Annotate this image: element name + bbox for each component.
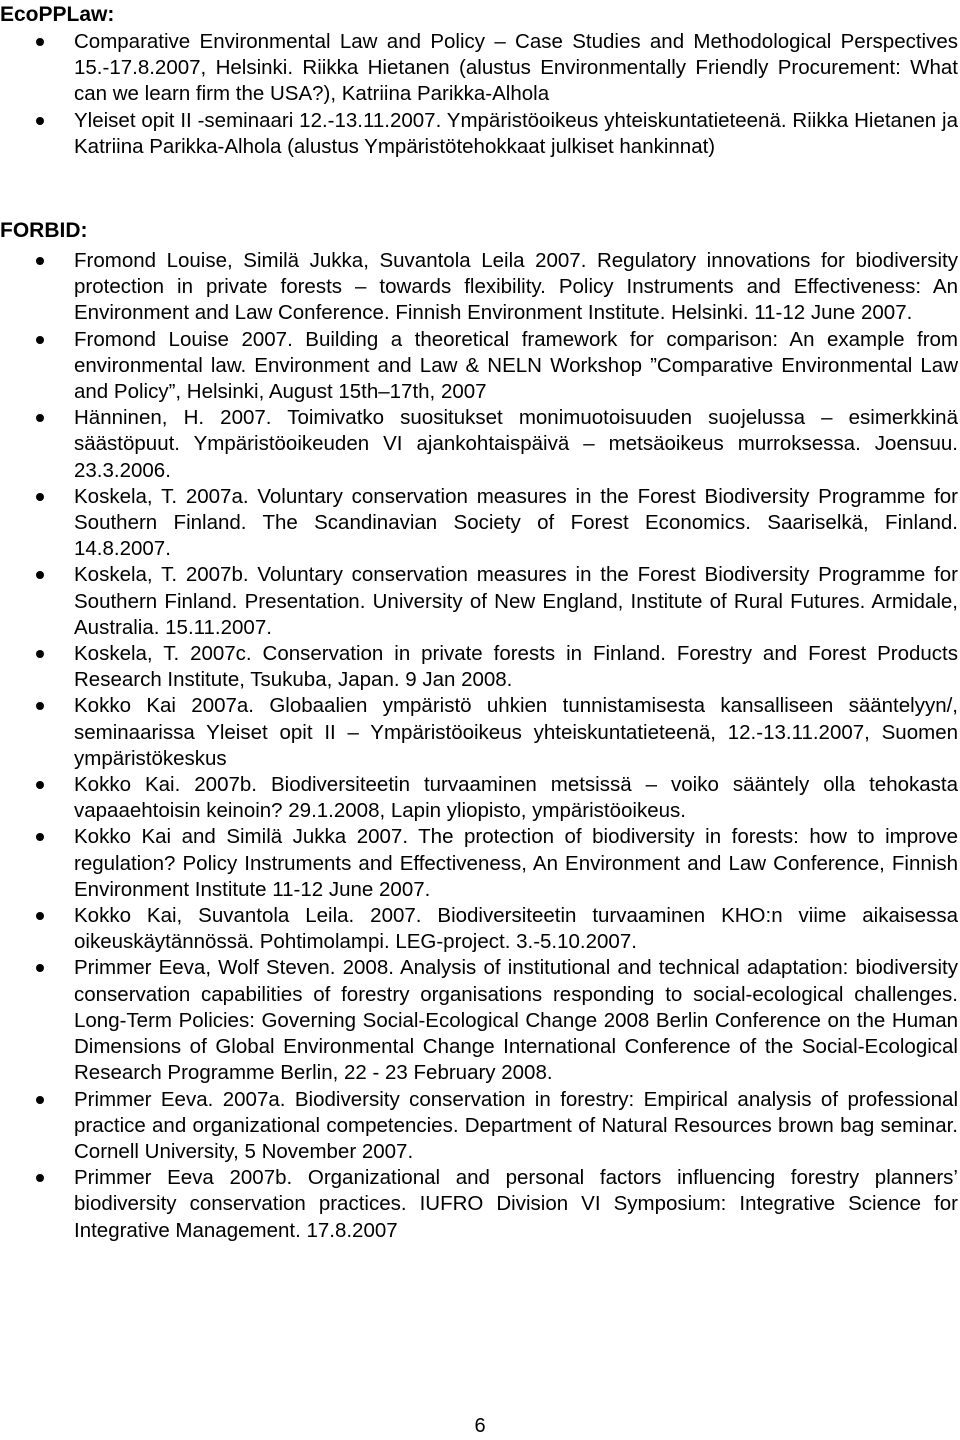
bullet-icon [36, 833, 44, 841]
list-item [0, 405, 958, 484]
bullet-icon [36, 1174, 44, 1182]
section-heading-ecopplaw: EcoPPLaw: [0, 3, 115, 26]
list-item-text: Primmer Eeva. 2007a. Biodiversity conservation in forestry: Empirical analysis of professional practice and organizational competencies. Department of Natural Resources brown bag seminar. Cornell University, 5 November 2007. [74, 1087, 958, 1163]
bullet-icon [36, 257, 44, 265]
bullet-icon [36, 650, 44, 658]
list-item-text: Koskela, T. 2007a. Voluntary conservation measures in the Forest Biodiversity Programme for Southern Finland. The Scandinavian Society of Forest Economics. Saariselkä, Finland. 14.8.2007. [74, 484, 958, 561]
list-item-text: Fromond Louise 2007. Building a theoretical framework for comparison: An example from environmental law. Environment and Law & NELN Workshop ”Comparative Environmental Law and Policy”, Helsinki, August 15th–17th, 2007 [74, 327, 958, 404]
list-item-text: Fromond Louise, Similä Jukka, Suvantola Leila 2007. Regulatory innovations for biodiversity protection in private forests – towards flexibility. Policy Instruments and Effectiveness: An Environment and Law Conference. Finnish Environment Institute. Helsinki. 11-12 June 2007. [74, 249, 958, 325]
list-item [0, 903, 958, 955]
ecopplaw-list [0, 29, 958, 160]
bullet-icon [36, 493, 44, 501]
list-item-text: Hänninen, H. 2007. Toimivatko suositukset monimuotoisuuden suojelussa – esimerkkinä säästöpuut. Ympäristöoikeuden VI ajankohtaispäivä – metsäoikeus murroksessa. Joensuu. 23.3.2006. [74, 406, 958, 482]
list-item-text: Kokko Kai. 2007b. Biodiversiteetin turvaaminen metsissä – voiko sääntely olla tehokasta vapaaehtoisin keinoin? 29.1.2008, Lapin yliopisto, ympäristöoikeus. [74, 773, 958, 823]
list-item-text: Comparative Environmental Law and Policy – Case Studies and Methodological Perspectives 15.-17.8.2007, Helsinki. Riikka Hietanen (alustus Environmentally Friendly Procurement: What can we learn firm the USA?), Katriina Parikka-Alhola [74, 30, 958, 106]
list-item [0, 484, 958, 563]
bullet-icon [36, 38, 44, 46]
bullet-icon [36, 702, 44, 710]
page-number: 6 [474, 1415, 486, 1437]
list-item [0, 562, 958, 641]
list-item-text: Primmer Eeva, Wolf Steven. 2008. Analysis of institutional and technical adaptation: biodiversity conservation capabilities of forestry organisations responding to social-ecological challenges. Long-Term Policies: Governing Social-Ecological Change 2008 Berlin Conference on the Human Dimensions of Global Environmental Change International Conference of the Social-Ecological Research Programme Berlin, 22 - 23 February 2008. [74, 956, 958, 1085]
bullet-icon [36, 912, 44, 920]
bullet-icon [36, 1096, 44, 1104]
list-item [0, 29, 958, 108]
list-item [0, 248, 958, 327]
list-item-text: Koskela, T. 2007c. Conservation in private forests in Finland. Forestry and Forest Products Research Institute, Tsukuba, Japan. 9 Jan 2008. [74, 642, 958, 692]
bullet-icon [36, 414, 44, 422]
bullet-icon [36, 781, 44, 789]
list-item [0, 1165, 958, 1244]
list-item [0, 693, 958, 772]
list-item-text: Kokko Kai 2007a. Globaalien ympäristö uhkien tunnistamisesta kansalliseen sääntelyyn/, seminaarissa Yleiset opit II – Ympäristöoikeus yhteiskuntatieteenä, 12.-13.11.2007, Suomen ympäristökeskus [74, 694, 958, 770]
section-heading-forbid: FORBID: [0, 219, 88, 242]
list-item-text: Kokko Kai, Suvantola Leila. 2007. Biodiversiteetin turvaaminen KHO:n viime aikaisessa oikeuskäytännössä. Pohtimolampi. LEG-project. 3.-5.10.2007. [74, 904, 958, 954]
list-item-text: Primmer Eeva 2007b. Organizational and personal factors influencing forestry planners’ biodiversity conservation practices. IUFRO Division VI Symposium: Integrative Science for Integrative Management. 17.8.2007 [74, 1166, 958, 1242]
list-item [0, 772, 958, 824]
forbid-list [0, 248, 958, 1244]
list-item [0, 955, 958, 1086]
list-item [0, 108, 958, 160]
list-item-text: Koskela, T. 2007b. Voluntary conservation measures in the Forest Biodiversity Programme for Southern Finland. Presentation. University of New England, Institute of Rural Futures. Armidale, Australia. 15.11.2007. [74, 563, 958, 639]
list-item [0, 327, 958, 406]
list-item [0, 824, 958, 903]
list-item [0, 641, 958, 693]
bullet-icon [36, 964, 44, 972]
list-item-text: Kokko Kai and Similä Jukka 2007. The protection of biodiversity in forests: how to improve regulation? Policy Instruments and Effectiveness, An Environment and Law Conference, Finnish Environment Institute 11-12 June 2007. [74, 825, 958, 901]
bullet-icon [36, 336, 44, 344]
list-item-text: Yleiset opit II -seminaari 12.-13.11.2007. Ympäristöoikeus yhteiskuntatieteenä. Riikka Hietanen ja Katriina Parikka-Alhola (alustus Ympäristötehokkaat julkiset hankinnat) [74, 108, 958, 158]
list-item [0, 1087, 958, 1166]
bullet-icon [36, 117, 44, 125]
bullet-icon [36, 571, 44, 579]
